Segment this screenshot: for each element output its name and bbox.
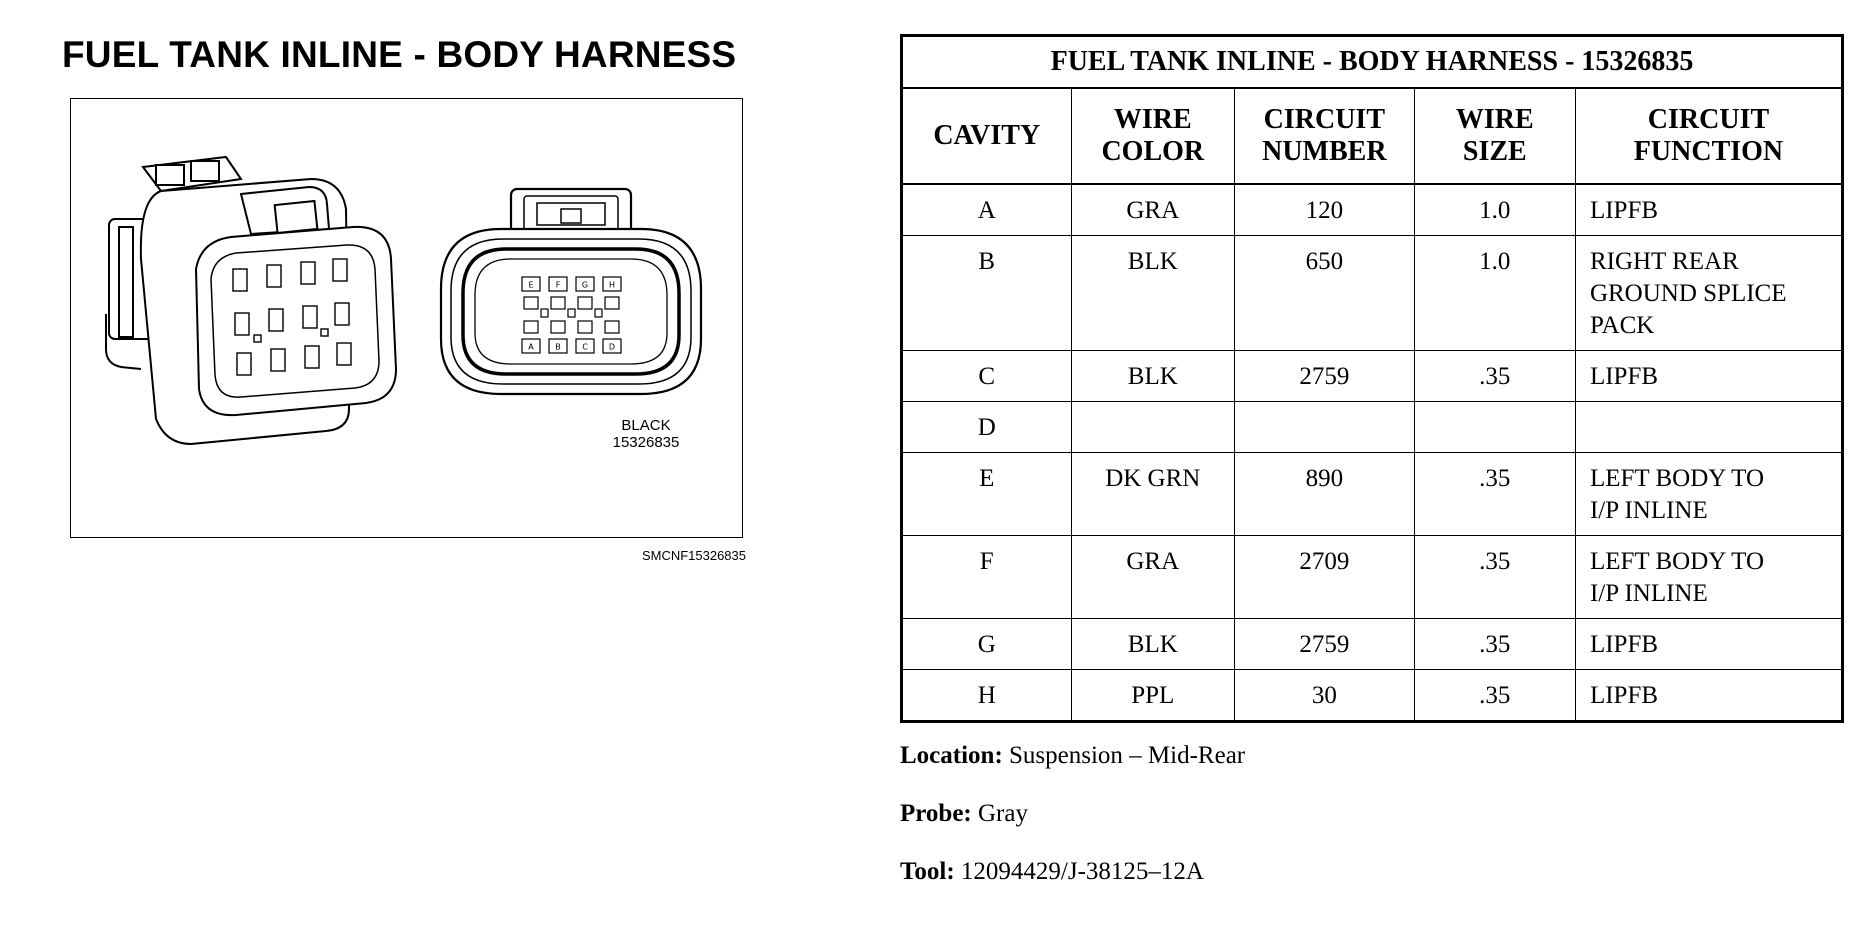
cell-circuit-number: 2709	[1235, 536, 1415, 619]
circuit-function-line: LEFT BODY TO	[1589, 548, 1765, 575]
cell-circuit-function	[1575, 536, 1842, 619]
cell-circuit-function	[1575, 351, 1842, 402]
cell-wire-size: .35	[1414, 351, 1575, 402]
table-row	[902, 351, 1843, 402]
connector-cavity	[578, 321, 592, 333]
cell-circuit-number: 120	[1235, 184, 1415, 236]
connector-cavity	[578, 297, 592, 309]
cell-circuit-number: 650	[1235, 236, 1415, 351]
connector-pin-label: F	[555, 280, 561, 290]
cell-wire-color: GRA	[1071, 536, 1235, 619]
cell-circuit-function	[1575, 184, 1842, 236]
connector-figure	[70, 98, 743, 538]
circuit-function-line: I/P INLINE	[1589, 580, 1708, 607]
cell-wire-color: BLK	[1071, 351, 1235, 402]
tool-note	[900, 858, 1204, 886]
cell-wire-size: .35	[1414, 536, 1575, 619]
connector-pin-label: D	[608, 342, 616, 352]
circuit-function-line: PACK	[1589, 312, 1655, 339]
cell-wire-color: GRA	[1071, 184, 1235, 236]
cell-wire-size: .35	[1414, 619, 1575, 670]
cell-wire-size: .35	[1414, 670, 1575, 722]
connector-pin-label: E	[528, 280, 534, 290]
cell-cavity: C	[902, 351, 1072, 402]
table-row	[902, 536, 1843, 619]
header-wire-size: WIRE SIZE	[1414, 88, 1575, 184]
cell-cavity: E	[902, 453, 1072, 536]
cell-wire-size	[1414, 402, 1575, 453]
connector-face-drawing	[441, 189, 701, 394]
cell-circuit-number: 2759	[1235, 619, 1415, 670]
connector-pin-label: G	[581, 280, 589, 290]
table-row	[902, 670, 1843, 722]
cell-circuit-function	[1575, 670, 1842, 722]
cell-wire-color: BLK	[1071, 619, 1235, 670]
cell-cavity: B	[902, 236, 1072, 351]
table-title: FUEL TANK INLINE - BODY HARNESS - 15326835	[902, 36, 1843, 89]
location-value: Suspension – Mid-Rear	[1009, 742, 1246, 769]
probe-value: Gray	[978, 800, 1028, 827]
circuit-function-line: LIPFB	[1589, 197, 1659, 224]
connector-cavity	[551, 297, 565, 309]
probe-note	[900, 800, 1028, 828]
tool-label: Tool:	[900, 858, 955, 885]
connector-cavity	[551, 321, 565, 333]
cell-circuit-function	[1575, 236, 1842, 351]
connector-cavity	[605, 321, 619, 333]
cell-circuit-number: 30	[1235, 670, 1415, 722]
connector-cavity	[524, 321, 538, 333]
cell-wire-color	[1071, 402, 1235, 453]
harness-pinout-table	[900, 34, 1844, 723]
header-cavity: CAVITY	[902, 88, 1072, 184]
cell-cavity: D	[902, 402, 1072, 453]
location-label: Location:	[900, 742, 1003, 769]
table-row	[902, 619, 1843, 670]
cell-circuit-function	[1575, 453, 1842, 536]
cell-wire-size: 1.0	[1414, 236, 1575, 351]
cell-cavity: G	[902, 619, 1072, 670]
cell-circuit-function	[1575, 402, 1842, 453]
connector-pin-label: H	[608, 280, 616, 290]
circuit-function-line: RIGHT REAR	[1589, 248, 1739, 275]
cell-circuit-number: 890	[1235, 453, 1415, 536]
table-row	[902, 236, 1843, 351]
circuit-function-line: I/P INLINE	[1589, 497, 1708, 524]
circuit-function-line: LIPFB	[1589, 631, 1659, 658]
connector-perspective-drawing	[106, 157, 396, 444]
circuit-function-line: GROUND SPLICE	[1589, 280, 1787, 307]
cell-cavity: F	[902, 536, 1072, 619]
cell-circuit-number	[1235, 402, 1415, 453]
connector-color-label: BLACK	[621, 417, 671, 434]
connector-pin-label: C	[582, 342, 588, 352]
cell-wire-color: BLK	[1071, 236, 1235, 351]
connector-title: FUEL TANK INLINE - BODY HARNESS	[62, 34, 737, 75]
cell-wire-size: .35	[1414, 453, 1575, 536]
connector-cavity	[605, 297, 619, 309]
table-row	[902, 453, 1843, 536]
cell-circuit-number: 2759	[1235, 351, 1415, 402]
cell-wire-size: 1.0	[1414, 184, 1575, 236]
connector-pin-label: A	[528, 342, 534, 352]
cell-cavity: A	[902, 184, 1072, 236]
circuit-function-line: LIPFB	[1589, 682, 1659, 709]
cell-circuit-function	[1575, 619, 1842, 670]
location-note	[900, 742, 1245, 770]
circuit-function-line: LIPFB	[1589, 363, 1659, 390]
connector-part-number: 15326835	[612, 434, 680, 451]
connector-key-slot	[541, 309, 548, 317]
header-circuit-number: CIRCUIT NUMBER	[1235, 88, 1415, 184]
connector-key-slot	[568, 309, 575, 317]
figure-code: SMCNF15326835	[641, 548, 746, 563]
connector-key-slot	[595, 309, 602, 317]
cell-wire-color: DK GRN	[1071, 453, 1235, 536]
connector-pin-label: B	[555, 342, 561, 352]
cell-cavity: H	[902, 670, 1072, 722]
tool-value: 12094429/J-38125–12A	[960, 858, 1204, 885]
connector-drawing	[71, 99, 744, 539]
connector-cavity	[524, 297, 538, 309]
cell-wire-color: PPL	[1071, 670, 1235, 722]
circuit-function-line: LEFT BODY TO	[1589, 465, 1765, 492]
table-row	[902, 184, 1843, 236]
header-wire-color: WIRE COLOR	[1071, 88, 1235, 184]
probe-label: Probe:	[900, 800, 972, 827]
table-body	[902, 184, 1843, 722]
table-row	[902, 402, 1843, 453]
header-circuit-function: CIRCUIT FUNCTION	[1575, 88, 1842, 184]
